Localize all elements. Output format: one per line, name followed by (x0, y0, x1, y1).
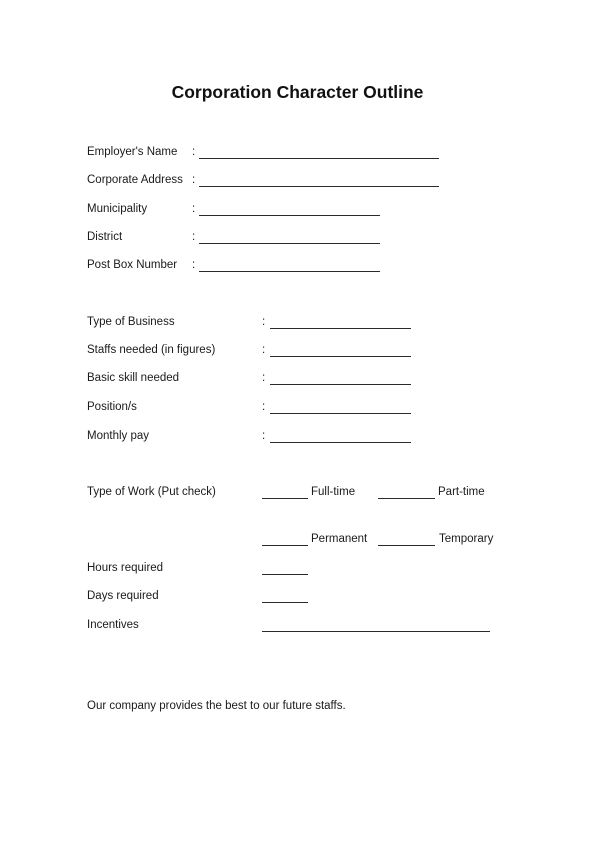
district-label: District (87, 231, 123, 243)
post-box-number-colon: : (192, 259, 196, 271)
incentives-label: Incentives (87, 619, 139, 631)
hours-required-field[interactable] (262, 574, 308, 575)
monthly-pay-label: Monthly pay (87, 430, 150, 442)
monthly-pay-field[interactable] (270, 442, 411, 443)
district-field[interactable] (199, 243, 380, 244)
positions-label: Position/s (87, 401, 137, 413)
full-time-option-label: Full-time (311, 486, 356, 498)
post-box-number-label: Post Box Number (87, 259, 178, 271)
employers-name-field[interactable] (199, 158, 439, 159)
employers-name-label: Employer's Name (87, 146, 178, 158)
municipality-colon: : (192, 203, 196, 215)
positions-colon: : (262, 401, 266, 413)
basic-skill-needed-field[interactable] (270, 384, 411, 385)
footer-statement: Our company provides the best to our future staffs. (87, 700, 346, 712)
page-title: Corporation Character Outline (171, 82, 424, 102)
employers-name-colon: : (192, 146, 196, 158)
staffs-needed-field[interactable] (270, 356, 411, 357)
full-time-check-field[interactable] (262, 498, 308, 499)
corporate-address-field[interactable] (199, 186, 439, 187)
type-of-business-colon: : (262, 316, 266, 328)
permanent-check-field[interactable] (262, 545, 308, 546)
district-colon: : (192, 231, 196, 243)
temporary-option-label: Temporary (439, 533, 494, 545)
part-time-check-field[interactable] (378, 498, 435, 499)
days-required-field[interactable] (262, 602, 308, 603)
hours-required-label: Hours required (87, 562, 164, 574)
corporate-address-colon: : (192, 174, 196, 186)
positions-field[interactable] (270, 413, 411, 414)
post-box-number-field[interactable] (199, 271, 380, 272)
incentives-field[interactable] (262, 631, 490, 632)
basic-skill-needed-colon: : (262, 372, 266, 384)
monthly-pay-colon: : (262, 430, 266, 442)
temporary-check-field[interactable] (378, 545, 435, 546)
staffs-needed-colon: : (262, 344, 266, 356)
part-time-option-label: Part-time (438, 486, 485, 498)
type-of-business-field[interactable] (270, 328, 411, 329)
days-required-label: Days required (87, 590, 159, 602)
municipality-label: Municipality (87, 203, 148, 215)
type-of-business-label: Type of Business (87, 316, 175, 328)
type-of-work-label: Type of Work (Put check) (87, 486, 216, 498)
municipality-field[interactable] (199, 215, 380, 216)
staffs-needed-label: Staffs needed (in figures) (87, 344, 216, 356)
corporate-address-label: Corporate Address (87, 174, 183, 186)
permanent-option-label: Permanent (311, 533, 368, 545)
basic-skill-needed-label: Basic skill needed (87, 372, 180, 384)
